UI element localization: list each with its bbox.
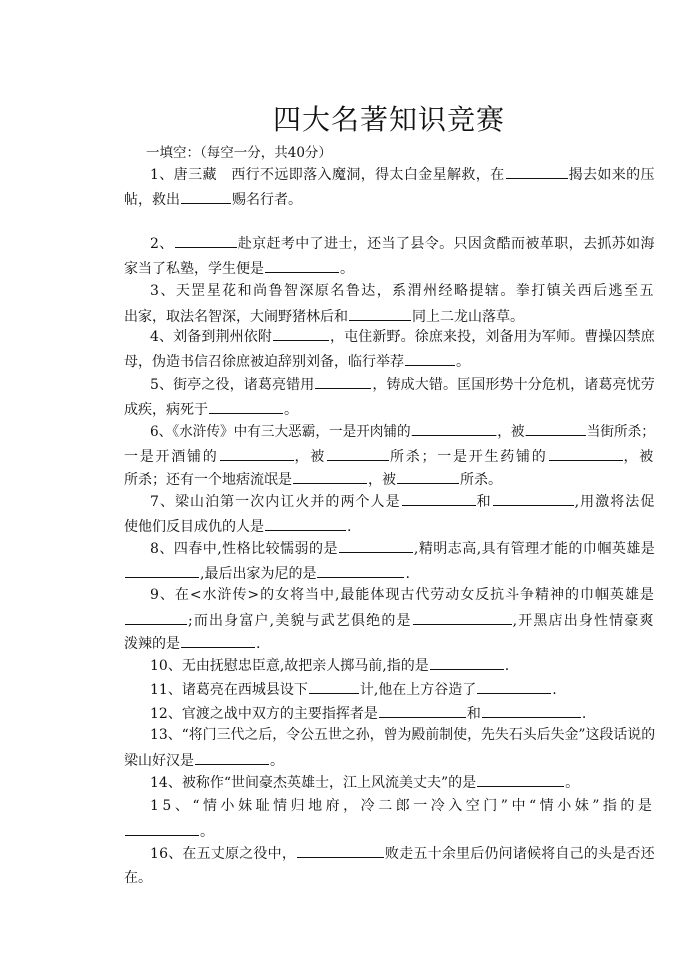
answer-blank[interactable] [175, 233, 237, 248]
question-9-line-1: 9、在<水浒传>的女将当中,最能体现古代劳动女反抗斗争精神的巾帼英雄是 [150, 587, 655, 603]
answer-blank[interactable] [265, 258, 339, 273]
question-15-line-2: 。 [124, 821, 214, 841]
question-4-line-2: 母，伪造书信召徐庶被迫辞别刘备，临行举荐 。 [124, 351, 470, 371]
question-7-line-2: 使他们反目成仇的人是 . [124, 516, 351, 536]
question-10-line-1: 10、无由抚慰忠臣意,故把亲人掷马前,指的是 . [150, 655, 509, 675]
answer-blank[interactable] [315, 374, 371, 389]
answer-blank[interactable] [379, 703, 466, 718]
question-9-line-3: 泼辣的是 . [124, 633, 260, 653]
section-heading: 一填空：（每空一分，共40分） [146, 145, 332, 161]
question-6-line-2: 一是开酒铺的 ，被 所杀；一是开生药铺的 ，被 [124, 446, 655, 466]
question-13-line-1: 13、“将门三代之后，令公五世之孙，曾为殿前制使，先失石头后失金”这段话说的 [150, 727, 656, 743]
answer-blank[interactable] [265, 516, 346, 531]
answer-blank[interactable] [181, 633, 255, 648]
question-16-line-2: 在。 [124, 870, 152, 886]
answer-blank[interactable] [181, 189, 231, 204]
question-8-line-1: 8、四春中,性格比较懦弱的是 ,精明志高,具有管理才能的巾帼英雄是 [150, 538, 655, 558]
question-4-line-1: 4、刘备到荆州依附 ，屯住新野。徐庶来投，刘备用为军师。曹操囚禁庶 [150, 326, 655, 346]
answer-blank[interactable] [297, 843, 384, 858]
answer-blank[interactable] [195, 750, 269, 765]
answer-blank[interactable] [327, 446, 389, 461]
question-5-line-1: 5、街亭之役，诸葛亮错用 ，铸成大错。匡国形势十分危机，诸葛亮忧劳 [150, 374, 655, 394]
answer-blank[interactable] [402, 491, 476, 506]
question-2-line-1: 2、 赴京赶考中了进士，还当了县令。只因贪酷而被革职，去抓苏如海 [150, 233, 655, 253]
answer-blank[interactable] [525, 421, 585, 436]
answer-blank[interactable] [430, 655, 504, 670]
answer-blank[interactable] [482, 703, 581, 718]
question-5-line-2: 成疾，病死于 。 [124, 399, 298, 419]
answer-blank[interactable] [493, 491, 574, 506]
answer-blank[interactable] [506, 164, 568, 179]
answer-blank[interactable] [477, 679, 551, 694]
answer-blank[interactable] [125, 610, 187, 625]
answer-blank[interactable] [397, 469, 459, 484]
question-14-line-1: 14、被称作“世间豪杰英雄士，江上风流美丈夫”的是 。 [150, 772, 579, 792]
question-16-line-1: 16、在五丈原之役中， 败走五十余里后仍问诸候将自己的头是否还 [150, 843, 655, 863]
question-7-line-1: 7、梁山泊第一次内讧火并的两个人是 和 ,用激将法促 [150, 491, 655, 511]
answer-blank[interactable] [477, 772, 564, 787]
answer-blank[interactable] [125, 821, 199, 836]
answer-blank[interactable] [339, 538, 413, 553]
question-3-line-2: 出家，取法名智深，大闹野猪林后和 同上二龙山落草。 [124, 306, 524, 326]
question-2-line-2: 家当了私塾，学生便是 。 [124, 258, 354, 278]
question-11-line-1: 11、诸葛亮在西城县设下 计,他在上方谷造了 . [150, 679, 557, 699]
answer-blank[interactable] [317, 563, 404, 578]
answer-blank[interactable] [220, 446, 294, 461]
answer-blank[interactable] [349, 306, 411, 321]
answer-blank[interactable] [309, 679, 359, 694]
question-1-line-1: 1、唐三藏 西行不远即落入魔洞，得太白金星解救，在 揭去如来的压 [150, 164, 655, 184]
answer-blank[interactable] [293, 469, 367, 484]
answer-blank[interactable] [209, 399, 283, 414]
answer-blank[interactable] [413, 610, 512, 625]
question-15-line-1: 15、“情小妹耻情归地府，冷二郎一冷入空门”中“情小妹”指的是 [150, 798, 656, 814]
answer-blank[interactable] [405, 351, 455, 366]
question-1-line-2: 帖，救出 赐名行者。 [124, 189, 302, 209]
answer-blank[interactable] [412, 421, 497, 436]
page-title: 四大名著知识竞赛 [272, 103, 505, 136]
answer-blank[interactable] [549, 446, 623, 461]
question-12-line-1: 12、官渡之战中双方的主要指挥者是 和 . [150, 703, 586, 723]
question-6-line-3: 所杀；还有一个地痞流氓是 ，被 所杀。 [124, 469, 502, 489]
question-13-line-2: 梁山好汉是 。 [124, 750, 284, 770]
question-3-line-1: 3、天罡星花和尚鲁智深原名鲁达，系渭州经略提辖。拳打镇关西后逃至五 [150, 283, 655, 299]
answer-blank[interactable] [125, 563, 199, 578]
question-9-line-2: ;而出身富户,美貌与武艺俱绝的是 ,开黑店出身性情豪爽 [124, 610, 655, 630]
answer-blank[interactable] [273, 326, 329, 341]
question-8-line-2: ,最后出家为尼的是 . [124, 563, 410, 583]
question-6-line-1: 6、《水浒传》中有三大恶霸，一是开肉铺的 ，被 当街所杀； [150, 421, 655, 441]
